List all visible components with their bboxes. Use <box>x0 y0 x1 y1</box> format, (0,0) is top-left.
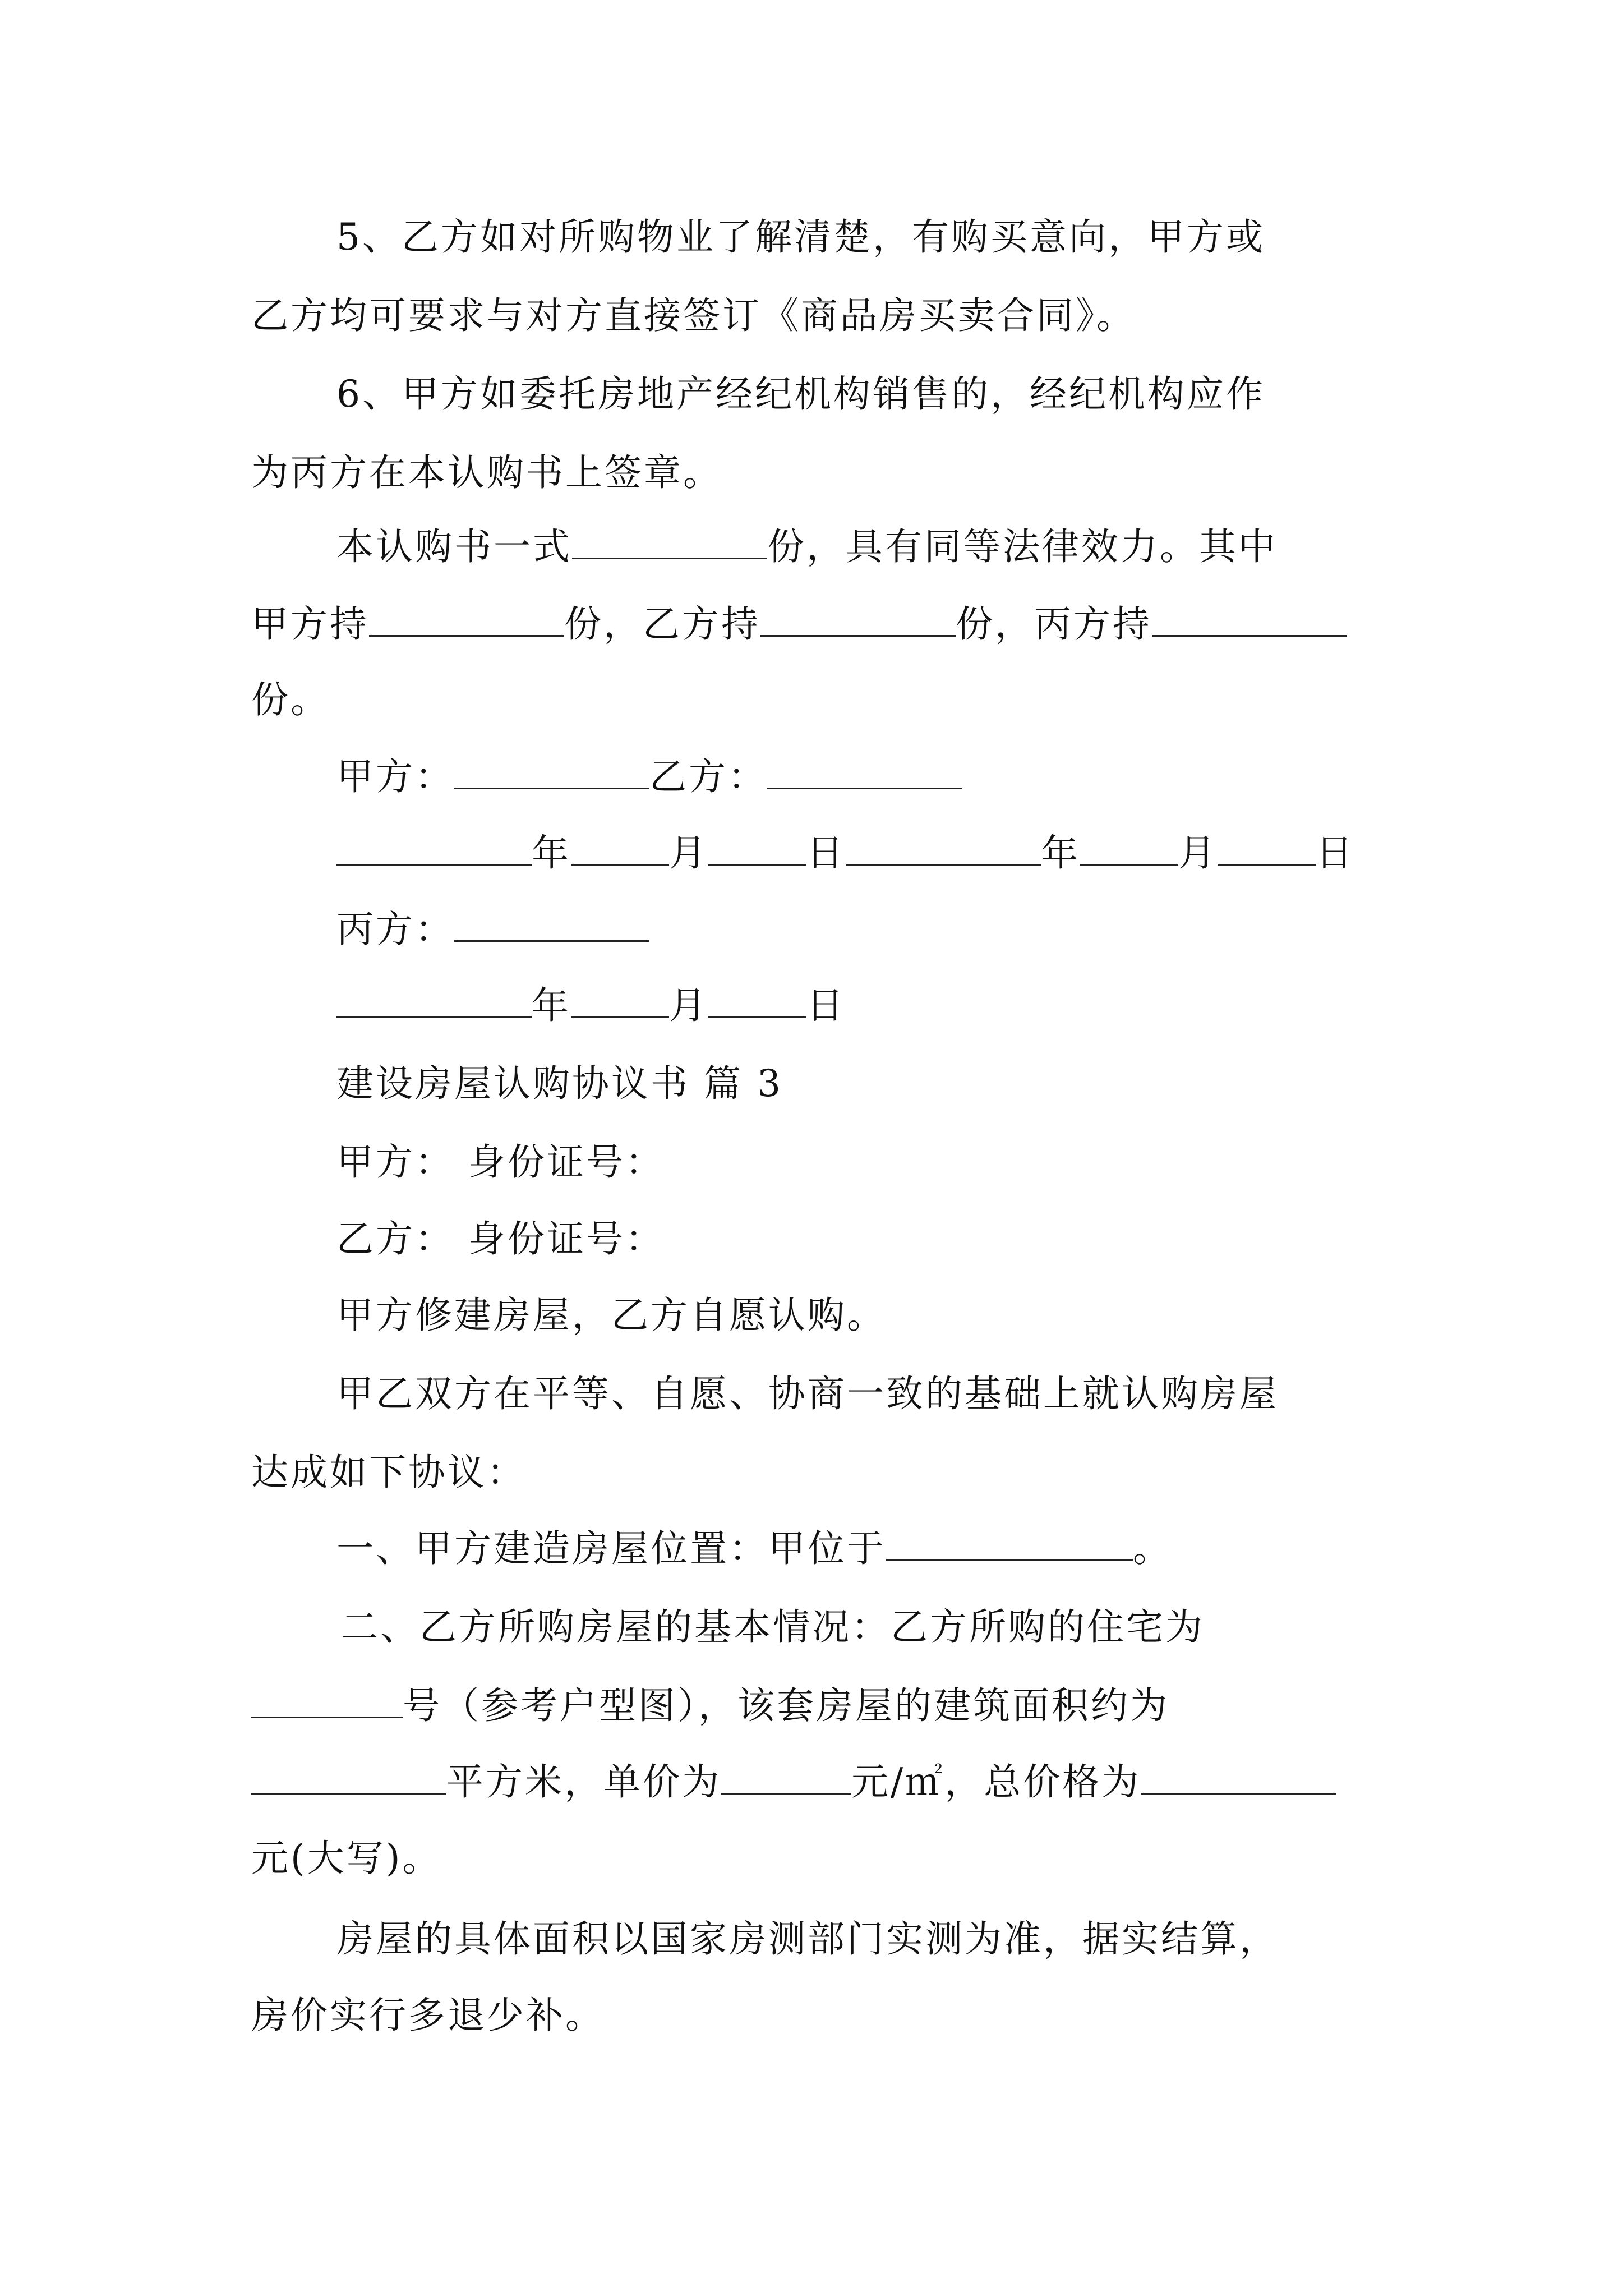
house-info-line-2 <box>251 1681 1169 1731</box>
clause-5-line-2: 乙方均可要求与对方直接签订《商品房买卖合同》。 <box>251 294 1136 337</box>
year-label-c: 年 <box>532 984 571 1027</box>
location-line <box>336 1524 1172 1574</box>
unit-price-blank[interactable] <box>721 1759 851 1795</box>
party-a-copies-blank[interactable] <box>369 601 564 637</box>
area-settlement-line-2: 房价实行多退少补。 <box>251 1994 605 2037</box>
house-info-line-3 <box>251 1757 1336 1807</box>
signature-line-ab <box>336 752 962 802</box>
area-settlement-line-1: 房屋的具体面积以国家房测部门实测为准，据实结算， <box>336 1917 1279 1961</box>
party-a-id-line: 甲方： 身份证号： <box>336 1140 665 1184</box>
intro-line: 甲方修建房屋，乙方自愿认购。 <box>336 1294 886 1337</box>
clause-6-line-2: 为丙方在本认购书上签章。 <box>251 451 722 494</box>
copies-line-2 <box>251 599 1347 650</box>
copies-line-3: 份。 <box>251 678 330 721</box>
party-b-signature-blank[interactable] <box>767 754 962 789</box>
date-line-c <box>336 981 846 1031</box>
party-b-id-line: 乙方： 身份证号： <box>336 1217 665 1260</box>
unit-number-blank[interactable] <box>251 1683 403 1718</box>
month-label-a: 月 <box>669 831 708 875</box>
copies-line-1 <box>336 522 1278 572</box>
year-blank-a[interactable] <box>336 830 532 866</box>
day-blank-c[interactable] <box>708 983 806 1018</box>
party-b-copies-blank[interactable] <box>760 601 956 637</box>
day-blank-a[interactable] <box>708 830 806 866</box>
party-c-holds: 份，丙方持 <box>956 602 1152 646</box>
party-b-holds: 份，乙方持 <box>564 602 760 646</box>
copies-text-b: 份，具有同等法律效力。其中 <box>767 525 1278 568</box>
party-c-label: 丙方： <box>336 908 454 951</box>
day-label-a: 日 <box>806 831 846 875</box>
house-info-line-1: 二、乙方所购房屋的基本情况：乙方所购的住宅为 <box>341 1605 1205 1649</box>
month-blank-a[interactable] <box>571 830 669 866</box>
month-blank-b[interactable] <box>1080 830 1178 866</box>
party-c-copies-blank[interactable] <box>1152 601 1347 637</box>
signature-line-c <box>336 904 649 955</box>
area-blank[interactable] <box>251 1759 446 1795</box>
day-blank-b[interactable] <box>1218 830 1316 866</box>
location-blank[interactable] <box>886 1526 1133 1561</box>
agreement-line-1: 甲乙双方在平等、自愿、协商一致的基础上就认购房屋 <box>336 1372 1279 1415</box>
clause-6-line-1: 6、甲方如委托房地产经纪机构销售的，经纪机构应作 <box>336 372 1265 416</box>
party-a-signature-blank[interactable] <box>454 754 649 789</box>
party-a-label: 甲方： <box>336 755 454 798</box>
year-label-a: 年 <box>532 831 571 875</box>
party-b-label: 乙方： <box>649 755 767 798</box>
section-title: 建设房屋认购协议书 篇 3 <box>336 1062 783 1105</box>
copies-blank[interactable] <box>572 524 767 559</box>
date-line-ab <box>336 828 1355 878</box>
month-blank-c[interactable] <box>571 983 669 1018</box>
clause-5-line-1: 5、乙方如对所购物业了解清楚，有购买意向，甲方或 <box>336 215 1265 259</box>
location-label: 一、甲方建造房屋位置：甲位于 <box>336 1527 886 1570</box>
location-end: 。 <box>1133 1527 1172 1570</box>
total-price-blank[interactable] <box>1141 1759 1336 1795</box>
month-label-c: 月 <box>669 984 708 1027</box>
agreement-line-2: 达成如下协议： <box>251 1451 526 1494</box>
party-a-holds: 甲方持 <box>251 602 369 646</box>
year-label-b: 年 <box>1041 831 1080 875</box>
day-label-c: 日 <box>806 984 846 1027</box>
house-info-line-4: 元(大写)。 <box>251 1837 442 1880</box>
party-c-signature-blank[interactable] <box>454 907 649 942</box>
month-label-b: 月 <box>1178 831 1218 875</box>
unit-price-text: 元/㎡，总价格为 <box>851 1760 1141 1803</box>
copies-text-a: 本认购书一式 <box>336 525 572 568</box>
year-blank-b[interactable] <box>846 830 1041 866</box>
unit-number-text: 号（参考户型图），该套房屋的建筑面积约为 <box>403 1684 1169 1727</box>
day-label-b: 日 <box>1316 831 1355 875</box>
area-unit-text: 平方米，单价为 <box>446 1760 721 1803</box>
year-blank-c[interactable] <box>336 983 532 1018</box>
